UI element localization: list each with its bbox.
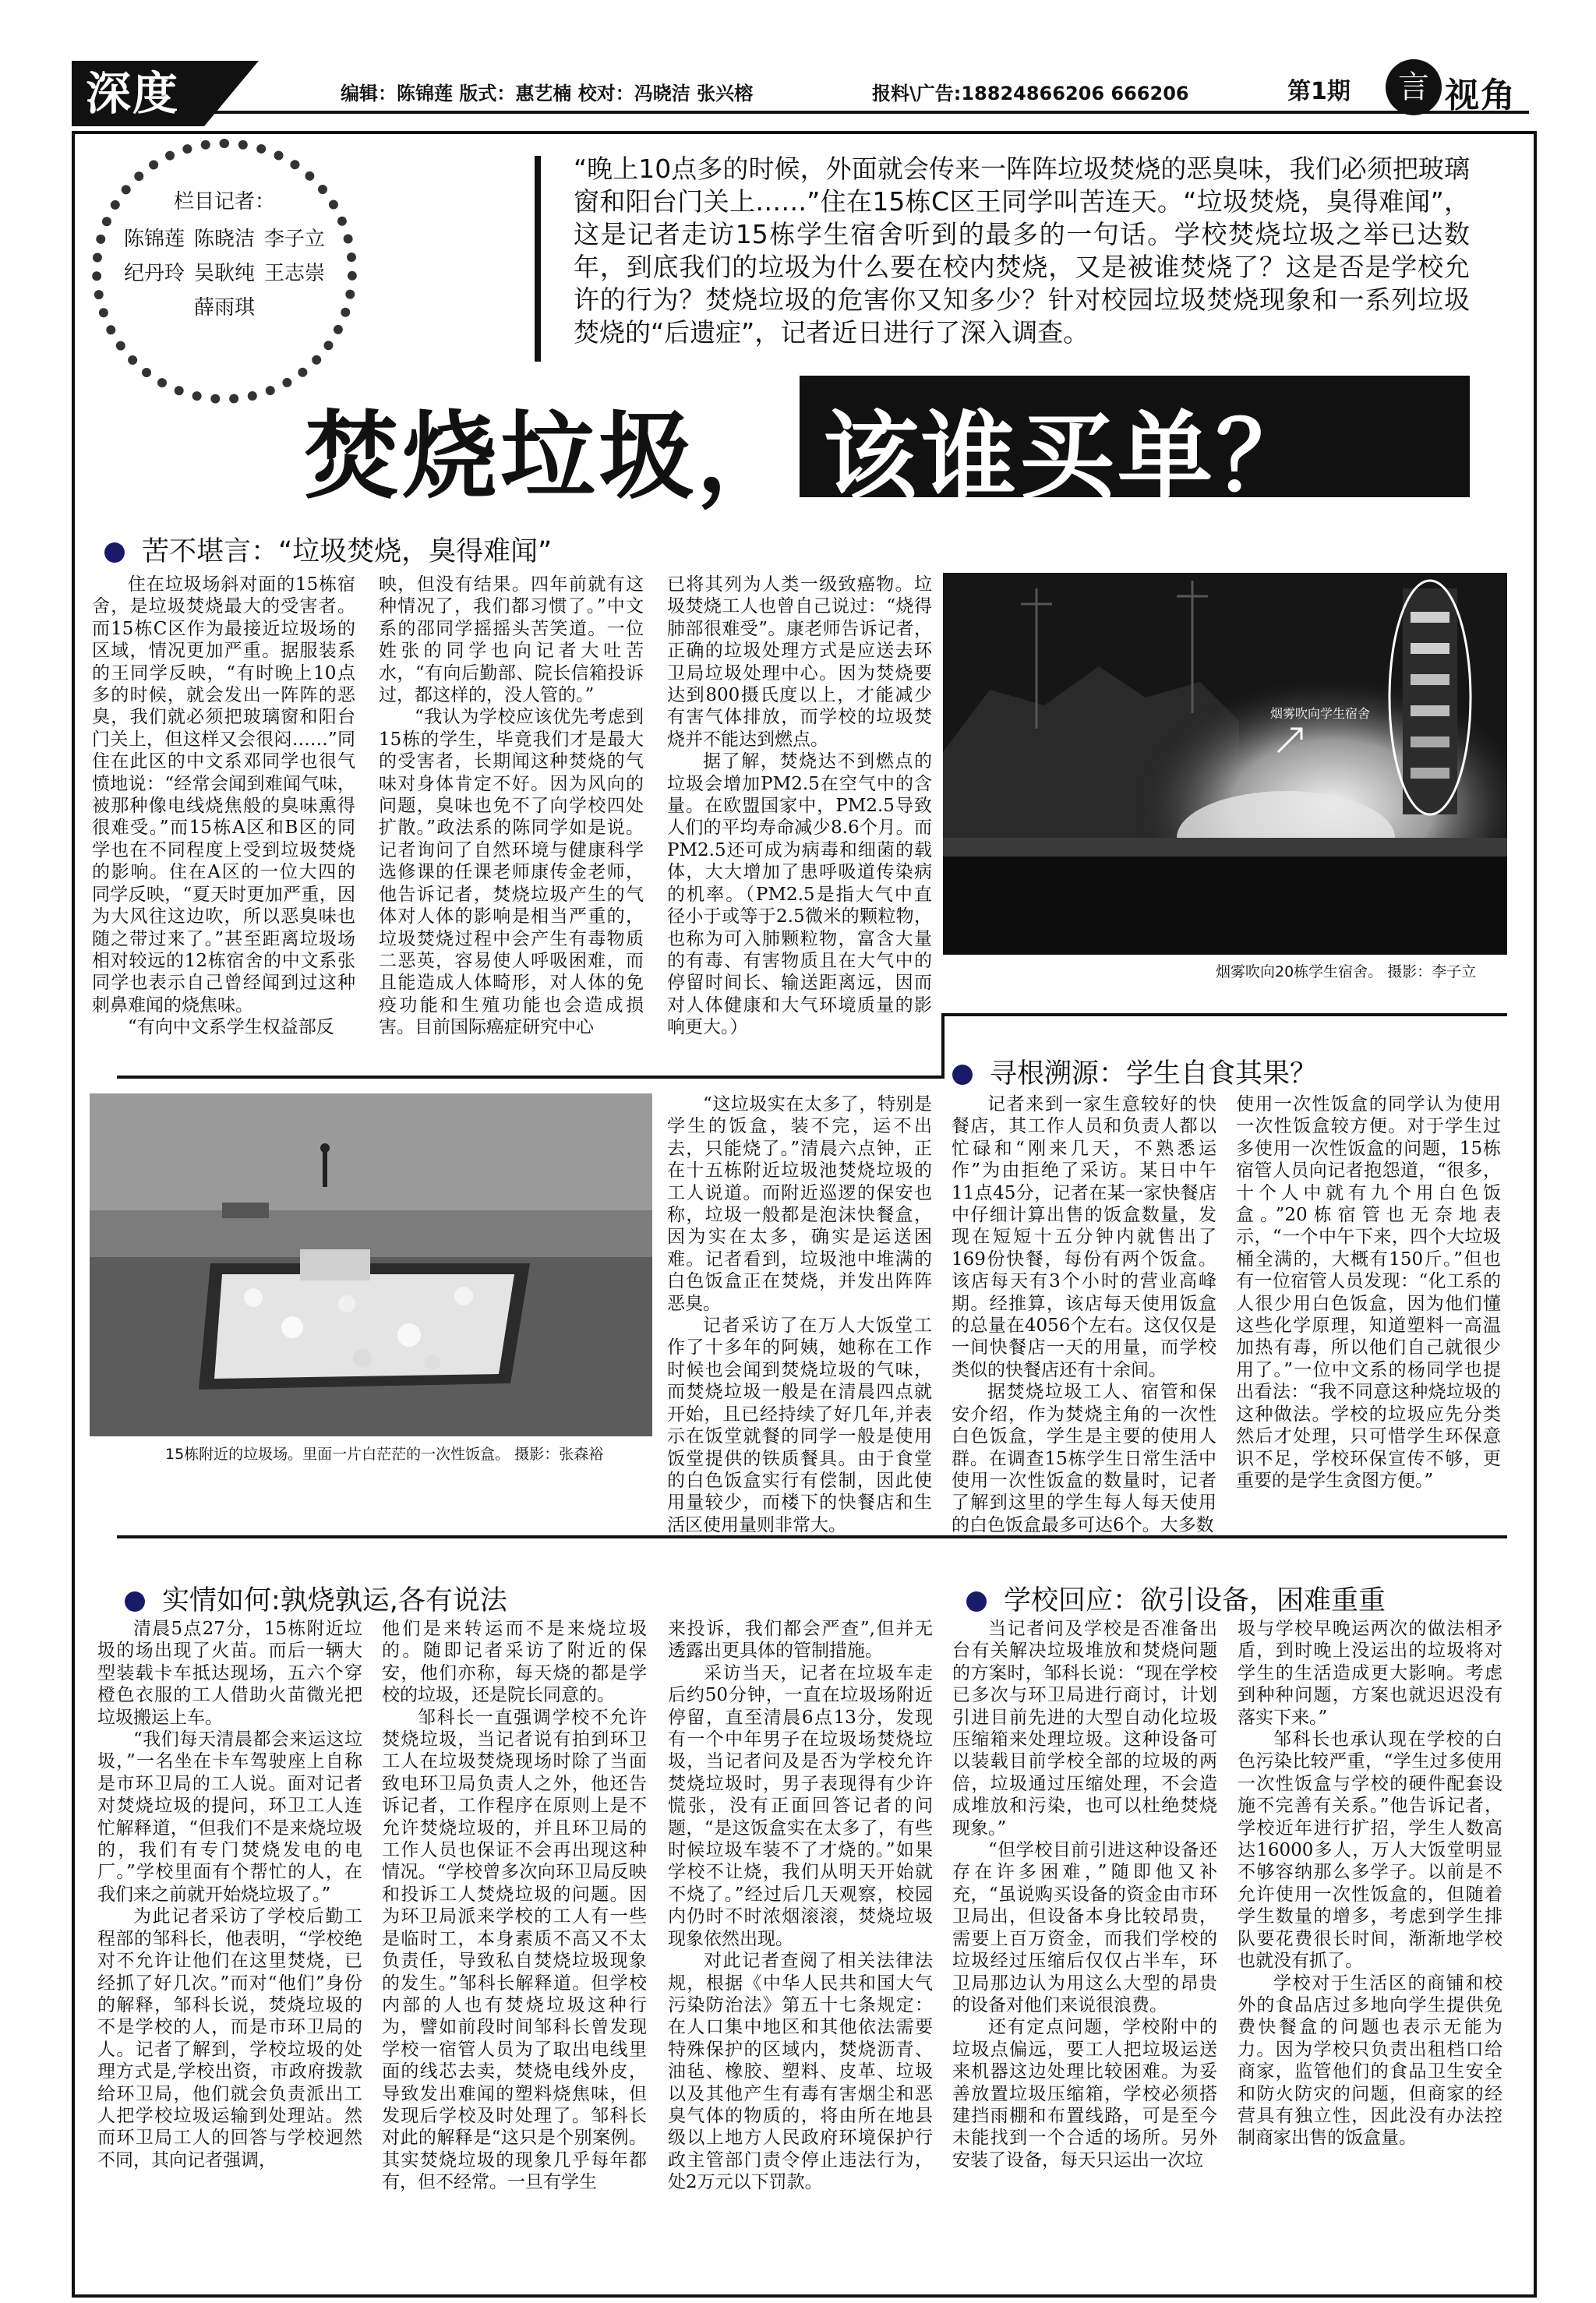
reporter-badge: [92, 139, 357, 404]
paragraph: 已将其列为人类一级致癌物。垃圾焚烧工人也曾自己说过：“烧得肺部很难受”。康老师告诉记者，正确的垃圾处理方式是应送去环卫局垃圾处理中心。因为焚烧要达到800摄氏度以上，才能减少有害气体排放，而学校的垃圾焚烧并不能达到燃点。: [667, 574, 932, 750]
section-title: 寻根溯源：学生自食其果？: [990, 1058, 1318, 1090]
paragraph: 邹科长一直强调学校不允许焚烧垃圾，当记者说有拍到环卫工人在垃圾焚烧现场时除了当面致电环卫局负责人之外，他还告诉记者，工作程序在原则上是不允许焚烧垃圾的，并且环卫局的工作人员也保证不会再出现这种情况。“学校曾多次向环卫局反映和投诉工人焚烧垃圾的问题。因为环卫局派来学校的工人有一些是临时工，本身素质不高又不太负责任，导致私自焚烧垃圾现象的发生。”邹科长解释道。但学校内部的人也有焚烧垃圾这种行为，譬如前段时间邹科长曾发现学校一宿管人员为了取出电线里面的线芯去卖，焚烧电线外皮，导致发出难闻的塑料烧焦味，但发现后学校及时处理了。邹科长对此的解释是“这只是个别案例。其实焚烧垃圾的现象几乎每年都有，但不经常。一旦有学生: [382, 1707, 647, 2193]
headline-part1: 焚烧垃圾，: [304, 401, 795, 512]
article-column: [952, 1093, 1216, 1536]
photo-caption: 15栋附近的垃圾场。里面一片白茫茫的一次性饭盒。 摄影：张森裕: [165, 1446, 604, 1463]
section-title: 学校回应：欲引设备，困难重重: [1004, 1585, 1386, 1616]
paragraph: 圾与学校早晚运两次的做法相矛盾，到时晚上没运出的垃圾将对学生的生活造成更大影响。考虑到种种问题，方案也就迟迟没有落实下来。”: [1238, 1619, 1502, 1728]
paragraph: 邹科长也承认现在学校的白色污染比较严重，“学生过多使用一次性饭盒与学校的硬件配套设施不完善有关系。”他告诉记者，学校近年进行扩招，学生人数高达16000多人，万人大饭堂明显不够容纳那么多学子。以前是不允许使用一次性饭盒的，但随着学生数量的增多，考虑到学生排队要花费很长时间，渐渐地学校也就没有抓了。: [1238, 1729, 1502, 1972]
reporter-line: [117, 291, 332, 325]
article-column: [667, 574, 932, 1039]
paragraph: 据焚烧垃圾工人、宿管和保安介绍，作为焚烧主角的一次性白色饭盒，学生是主要的使用人群。在调查15栋学生日常生活中使用一次性饭盒的数量时，记者了解到这里的学生每人每天使用的白色饭盒最多可达6个。大多数: [952, 1382, 1216, 1535]
divider-rule: [941, 1013, 1507, 1016]
paragraph: 采访当天，记者在垃圾车走后约50分钟，一直在垃圾场附近停留，直至清晨6点13分，发现有一个中年男子在垃圾场焚烧垃圾，当记者问及是否为学校允许焚烧垃圾时，男子表现得有少许慌张，没有正面回答记者的问题，“是这饭盒实在太多了，有些时候垃圾车装不了才烧的。”如果学校不让烧，我们从明天开始就不烧了。”经过后几天观察，校园内仍时不时浓烟滚滚，焚烧垃圾现象依然出现。: [668, 1662, 933, 1949]
divider-rule: [117, 1076, 941, 1079]
photo-drawing: [943, 573, 1507, 955]
divider-rule: [117, 1535, 1507, 1538]
article-column: [667, 1093, 932, 1536]
paragraph: 来投诉，我们都会严查”,但并无透露出更具体的管制措施。: [668, 1619, 933, 1662]
section-heading: [104, 530, 552, 569]
photo-smoke-dormitory: [943, 573, 1507, 955]
article-column: [952, 1618, 1217, 2171]
logo-emblem: 言: [1386, 59, 1442, 115]
reporter-name: 李子立: [264, 228, 326, 251]
article-column: [379, 574, 644, 1039]
section-title: 苦不堪言：“垃圾焚烧，臭得难闻”: [142, 536, 553, 567]
intro-paragraph: “晚上10点多的时候，外面就会传来一阵阵垃圾焚烧的恶臭味，我们必须把玻璃窗和阳台门关上……”住在15栋C区王同学叫苦连天。“垃圾焚烧，臭得难闻”，这是记者走访15栋学生宿舍听到的最多的一句话。学校焚烧垃圾之举已达数年，到底我们的垃圾为什么要在校内焚烧，又是被谁焚烧了？这是否是学校允许的行为？焚烧垃圾的危害你又知多少？针对校园垃圾焚烧现象和一系列垃圾焚烧的“后遗症”，记者近日进行了深入调查。: [574, 154, 1470, 348]
bullet-icon: [125, 1591, 145, 1612]
photo-garbage-site: [90, 1093, 652, 1436]
editor-credits: 编辑：陈锦莲 版式：惠艺楠 校对：冯晓洁 张兴榕: [341, 83, 754, 104]
bullet-icon: [952, 1065, 973, 1085]
section-title: 实情如何:孰烧孰运,各有说法: [162, 1585, 507, 1616]
bullet-icon: [966, 1591, 987, 1612]
article-column: [92, 574, 355, 1039]
paragraph: “这垃圾实在太多了，特别是学生的饭盒，装不完，运不出去，只能烧了。”清晨六点钟，正在十五栋附近垃圾池焚烧垃圾的工人说道。而附近巡逻的保安也称，垃圾一般都是泡沫快餐盒，因为实在太多，确实是运送困难。记者看到，垃圾池中堆满的白色饭盒正在焚烧，并发出阵阵恶臭。: [667, 1094, 932, 1314]
paragraph: “有向中文系学生权益部反: [128, 1017, 334, 1038]
article-column: [668, 1618, 933, 2194]
paragraph: “但学校目前引进这种设备还存在许多困难，”随即他又补充，“虽说购买设备的资金由市环卫局出，但设备本身比较昂贵，需要上百万资金，而我们学校的垃圾经过压缩后仅仅占半车，环卫局那边认为用这么大型的昂贵的设备对他们来说很浪费。: [952, 1840, 1217, 2015]
reporter-line: [117, 256, 332, 291]
masthead: [72, 61, 1537, 126]
paragraph: “我们每天清晨都会来运这垃圾，”一名坐在卡车驾驶座上自称是市环卫局的工人说。面对记者对焚烧垃圾的提问，环卫工人连忙解释道，“但我们不是来烧垃圾的，我们有专门焚烧发电的电厂。”学校里面有个帮忙的人，在我们来之前就开始烧垃圾了。”: [97, 1729, 362, 1905]
paragraph: 为此记者采访了学校后勤工程部的邹科长，他表明，“学校绝对不允许让他们在这里焚烧，已经抓了好几次。”而对“他们”身份的解释，邹科长说，焚烧垃圾的不是学校的人，而是市环卫局的人。记者了解到，学校垃圾的处理方式是,学校出资，市政府拨款给环卫局，他们就会负责派出工人把学校垃圾运输到处理站。然而环卫局工人的回答与学校迥然不同，其向记者强调，: [97, 1906, 362, 2171]
section-heading: [125, 1579, 507, 1618]
reporter-line: [117, 222, 332, 256]
reporter-name: 陈锦莲: [123, 228, 185, 251]
photo-caption: 烟雾吹向20栋学生宿舍。 摄影：李子立: [1216, 963, 1477, 980]
article-column: [97, 1618, 362, 2171]
paragraph: 住在垃圾场斜对面的15栋宿舍，是垃圾焚烧最大的受害者。而15栋C区作为最接近垃圾场的区域，情况更加严重。据服装系的王同学反映，“有时晚上10点多的时候，就会发出一阵阵的恶臭，我们就必须把玻璃窗和阳台门关上，但这样又会很闷……”同住在此区的中文系邓同学也很气愤地说：“经常会闻到难闻气味，被那种像电线烧焦般的臭味熏得很难受。”而15栋A区和B区的同学也在不同程度上受到垃圾焚烧的影响。住在A区的一位大四的同学反映，“夏天时更加严重，因为大风往这边吹，所以恶臭味也随之带过来了。”甚至距离垃圾场相对较远的12栋宿舍的中文系张同学也表示自己曾经闻到过这种刺鼻难闻的烧焦味。: [92, 574, 355, 1016]
issue-number: 第1期: [1287, 78, 1351, 105]
reporter-name: 陈晓洁: [193, 228, 255, 251]
paragraph: 清晨5点27分，15栋附近垃圾的场出现了火苗。而后一辆大型装载卡车抵达现场，五六个穿橙色衣服的工人借助火苗微光把垃圾搬运上车。: [97, 1619, 362, 1728]
section-heading: [952, 1052, 1317, 1091]
bullet-icon: [104, 542, 125, 563]
masthead-rule: [204, 111, 1529, 114]
newspaper-logo: [1386, 55, 1534, 117]
paragraph: 还有定点问题，学校附中的垃圾点偏远，要工人把垃圾运送来机器这边处理比较困难。为妥善放置垃圾压缩箱，学校必须搭建挡雨棚和布置线路，可是至今未能找到一个合适的场所。另外安装了设备，每天只运出一次垃: [952, 2017, 1217, 2171]
reporter-name: 薛雨琪: [193, 296, 255, 320]
paragraph: 他们是来转运而不是来烧垃圾的。随即记者采访了附近的保安，他们亦称，每天烧的都是学校的垃圾，还是院长同意的。: [382, 1619, 647, 1706]
section-heading: [966, 1579, 1386, 1618]
logo-text: 视角: [1445, 76, 1517, 115]
section-tag-slant: [204, 61, 259, 126]
paragraph: 对此记者查阅了相关法律法规，根据《中华人民共和国大气污染防治法》第五十七条规定：在人口集中地区和其他依法需要特殊保护的区域内，焚烧沥青、油毡、橡胶、塑料、皮革、垃圾以及其他产生有毒有害烟尘和恶臭气体的物质的，将由所在地县级以上地方人民政府环境保护行政主管部门责令停止违法行为，处2万元以下罚款。: [668, 1951, 933, 2193]
article-column: [1238, 1618, 1502, 2149]
headline-part2: 该谁买单？: [823, 401, 1314, 512]
reporter-badge-title: 栏目记者：: [173, 190, 275, 214]
paragraph: 使用一次性饭盒的同学认为使用一次性饭盒较方便。对于学生过多使用一次性饭盒的问题，15栋宿管人员向记者抱怨道，“很多，十个人中就有九个用白色饭盒。”20栋宿管也无奈地表示，“一个中午下来，四个大垃圾桶全满的，大概有150斤。”但也有一位宿管人员发现：“化工系的人很少用白色饭盒，因为他们懂这些化学原理，知道塑料一高温加热有毒，所以他们自己就很少用了。”一位中文系的杨同学也提出看法：“我不同意这种烧垃圾的这种做法。学校的垃圾应先分类然后才处理，只可惜学生环保意识不足，学校环保宣传不够，更重要的是学生贪图方便。”: [1236, 1094, 1501, 1491]
paragraph: 记者来到一家生意较好的快餐店，其工作人员和负责人都以忙碌和“刚来几天，不熟悉运作”为由拒绝了采访。某日中午11点45分，记者在某一家快餐店中仔细计算出售的饭盒数量，发现在短短十五分钟内就售出了169份快餐，每份有两个饭盒。该店每天有3个小时的营业高峰期。经推算，该店每天使用饭盒的总量在4056个左右。这仅仅是一间快餐店一天的用量，而学校类似的快餐店还有十余间。: [952, 1094, 1216, 1380]
reporter-name: 纪丹玲: [123, 262, 185, 285]
divider-rule: [941, 1013, 945, 1079]
reporter-name: 王志崇: [264, 262, 326, 285]
paragraph: 学校对于生活区的商铺和校外的食品店过多地向学生提供免费快餐盒的问题也表示无能为力。因为学校只负责出租档口给商家，监管他们的食品卫生安全和防火防灾的问题，但商家的经营具有独立性，因此没有办法控制商家出售的饭盒量。: [1238, 1973, 1502, 2149]
section-tag: 深度: [72, 61, 204, 126]
paragraph: 据了解，焚烧达不到燃点的垃圾会增加PM2.5在空气中的含量。在欧盟国家中，PM2.5导致人们的平均寿命减少8.6个月。而PM2.5还可成为病毒和细菌的载体，大大增加了患呼吸道传染病的机率。（PM2.5是指大气中直径小于或等于2.5微米的颗粒物，也称为可入肺颗粒物，富含大量的有毒、有害物质且在大气中的停留时间长、输送距离远，因而对人体健康和大气环境质量的影响更大。）: [667, 751, 932, 1038]
article-column: [1236, 1093, 1501, 1492]
photo-annotation: 烟雾吹向学生宿舍: [1270, 706, 1371, 721]
paragraph: “我认为学校应该优先考虑到15栋的学生，毕竟我们才是最大的受害者，长期闻这种焚烧的气味对身体肯定不好。因为风向的问题，臭味也免不了向学校四处扩散。”政法系的陈同学如是说。记者询问了自然环境与健康科学选修课的任课老师康传金老师，他告诉记者，焚烧垃圾产生的气体对人体的影响是相当严重的，垃圾焚烧过程中会产生有毒物质二恶英，容易使人呼吸困难，而且能造成人体畸形，对人体的免疫功能和生殖功能也会造成损害。目前国际癌症研究中心: [379, 707, 644, 1038]
reporter-name: 吴耿纯: [193, 262, 255, 285]
paragraph: 当记者问及学校是否准备出台有关解决垃圾堆放和焚烧问题的方案时，邹科长说：“现在学校已多次与环卫局进行商讨，计划引进目前先进的大型自动化垃圾压缩箱来处理垃圾。这种设备可以装载目前学校全部的垃圾的两倍，垃圾通过压缩处理，不会造成堆放和污染，也可以杜绝焚烧现象。”: [952, 1619, 1217, 1839]
intro-accent-bar: [535, 156, 541, 362]
paragraph: 记者采访了在万人大饭堂工作了十多年的阿姨，她称在工作时候也会闻到焚烧垃圾的气味，而焚烧垃圾一般是在清晨四点就开始，且已经持续了好几年,并表示在饭堂就餐的同学一般是使用饭堂提供的铁质餐具。由于食堂的白色饭盒实行有偿制，因此使用量较少，而楼下的快餐店和生活区使用量则非常大。: [667, 1316, 932, 1535]
paragraph: 映，但没有结果。四年前就有这种情况了，我们都习惯了。”中文系的邵同学摇摇头苦笑道。一位姓张的同学也向记者大吐苦水，“有向后勤部、院长信箱投诉过，都这样的，没人管的。”: [379, 574, 644, 706]
contact-hotline: 报料\广告:18824866206 666206: [872, 83, 1189, 104]
photo-drawing: [90, 1093, 652, 1436]
article-column: [382, 1618, 647, 2194]
